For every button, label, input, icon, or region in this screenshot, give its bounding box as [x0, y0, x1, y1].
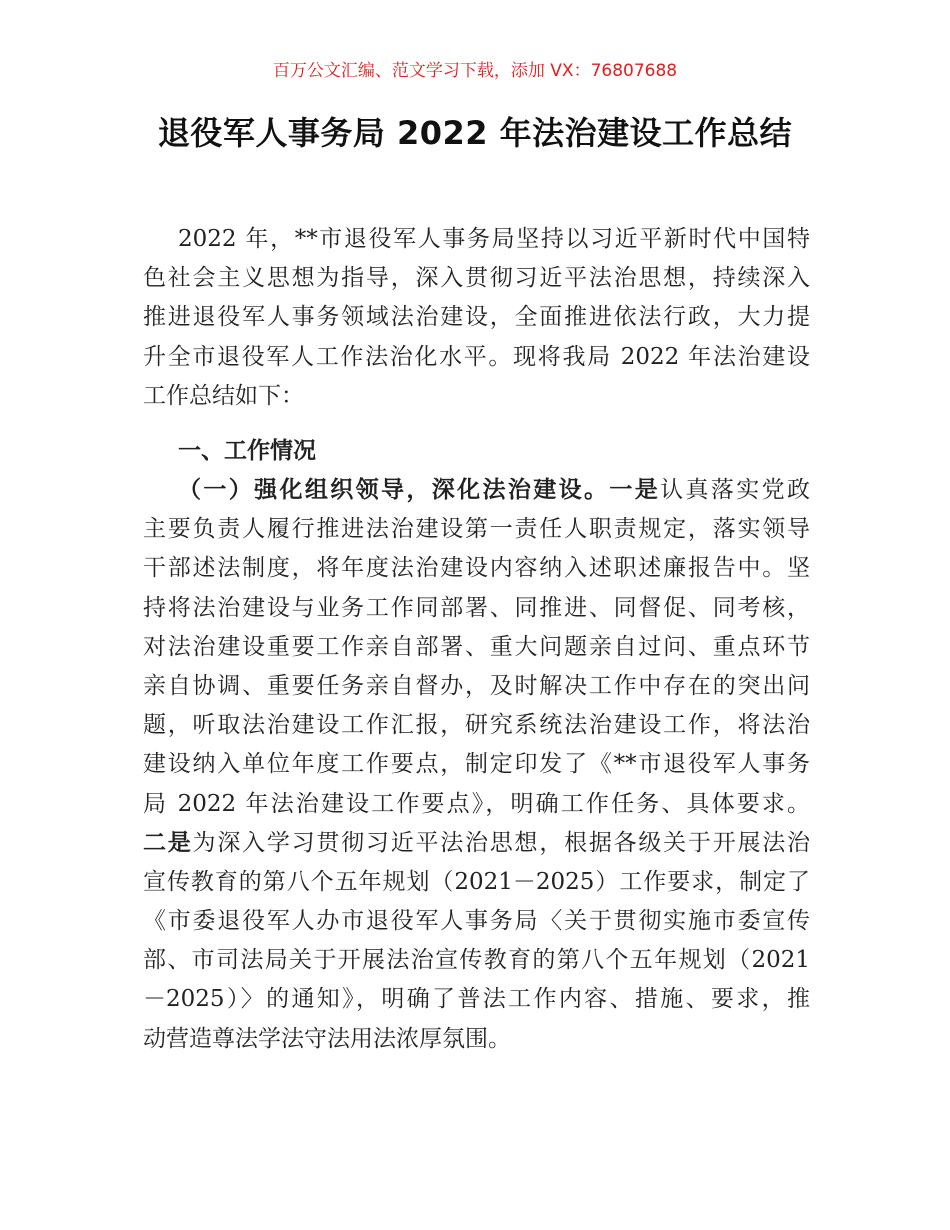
paragraph-intro — [143, 220, 810, 416]
text-line — [143, 980, 810, 1019]
bold-text: （一）强化组织领导，深化法治建设。一是 — [178, 477, 661, 503]
text-segment: 干部述法制度，将年度法治建设内容纳入述职述廉报告中。坚 — [143, 555, 810, 582]
text-segment: 《市委退役军人办市退役军人事务局〈关于贯彻实施市委宣传 — [143, 908, 810, 935]
text-line — [143, 510, 810, 549]
paragraph-organization — [143, 471, 810, 1059]
watermark-banner: 百万公文汇编、范文学习下载，添加 VX：76807688 — [272, 61, 678, 81]
section-heading: 一、工作情况 — [178, 438, 316, 464]
text-line — [143, 549, 810, 588]
text-segment: 题，听取法治建设工作汇报，研究系统法治建设工作，将法治 — [143, 712, 810, 739]
text-line — [143, 745, 810, 784]
text-segment: 2022 年，**市退役军人事务局坚持以习近平新时代中国特 — [178, 226, 810, 252]
text-segment: 升全市退役军人工作法治化水平。现将我局 2022 年法治建设 — [143, 343, 810, 370]
text-line — [143, 785, 810, 824]
text-segment: 部、市司法局关于开展法治宣传教育的第八个五年规划（2021 — [143, 947, 810, 974]
text-line — [143, 589, 810, 628]
bold-text: 二是 — [143, 829, 193, 856]
text-segment: 为深入学习贯彻习近平法治思想，根据各级关于开展法治 — [192, 829, 811, 856]
text-line — [143, 220, 810, 259]
text-line — [143, 471, 810, 510]
text-line — [143, 377, 810, 416]
text-segment: 建设纳入单位年度工作要点，制定印发了《**市退役军人事务 — [143, 751, 810, 778]
document-title: 退役军人事务局 2022 年法治建设工作总结 — [157, 114, 793, 152]
text-line — [143, 667, 810, 706]
text-line — [143, 298, 810, 337]
text-segment: 持将法治建设与业务工作同部署、同推进、同督促、同考核， — [143, 594, 810, 621]
text-segment: 色社会主义思想为指导，深入贯彻习近平法治思想，持续深入 — [143, 265, 810, 292]
text-line — [143, 863, 810, 902]
text-segment: －2025）〉的通知》，明确了普法工作内容、措施、要求，推 — [143, 986, 810, 1013]
text-line — [143, 902, 810, 941]
text-line — [143, 1020, 810, 1059]
text-line — [143, 628, 810, 667]
text-segment: 对法治建设重要工作亲自部署、重大问题亲自过问、重点环节 — [143, 633, 810, 660]
text-segment: 亲自协调、重要任务亲自督办，及时解决工作中存在的突出问 — [143, 672, 810, 699]
text-segment: 局 2022 年法治建设工作要点》，明确工作任务、具体要求。 — [143, 790, 810, 817]
text-segment: 工作总结如下： — [143, 382, 304, 409]
text-line — [143, 824, 810, 863]
text-line — [143, 338, 810, 377]
text-segment: 动营造尊法学法守法用法浓厚氛围。 — [143, 1025, 511, 1052]
text-segment: 宣传教育的第八个五年规划（2021－2025）工作要求，制定了 — [143, 868, 810, 895]
text-segment: 推进退役军人事务领域法治建设，全面推进依法行政，大力提 — [143, 304, 810, 331]
text-line — [143, 706, 810, 745]
text-segment: 主要负责人履行推进法治建设第一责任人职责规定，落实领导 — [143, 516, 810, 543]
text-segment: 认真落实党政 — [660, 477, 810, 503]
text-line — [143, 259, 810, 298]
text-line — [143, 941, 810, 980]
